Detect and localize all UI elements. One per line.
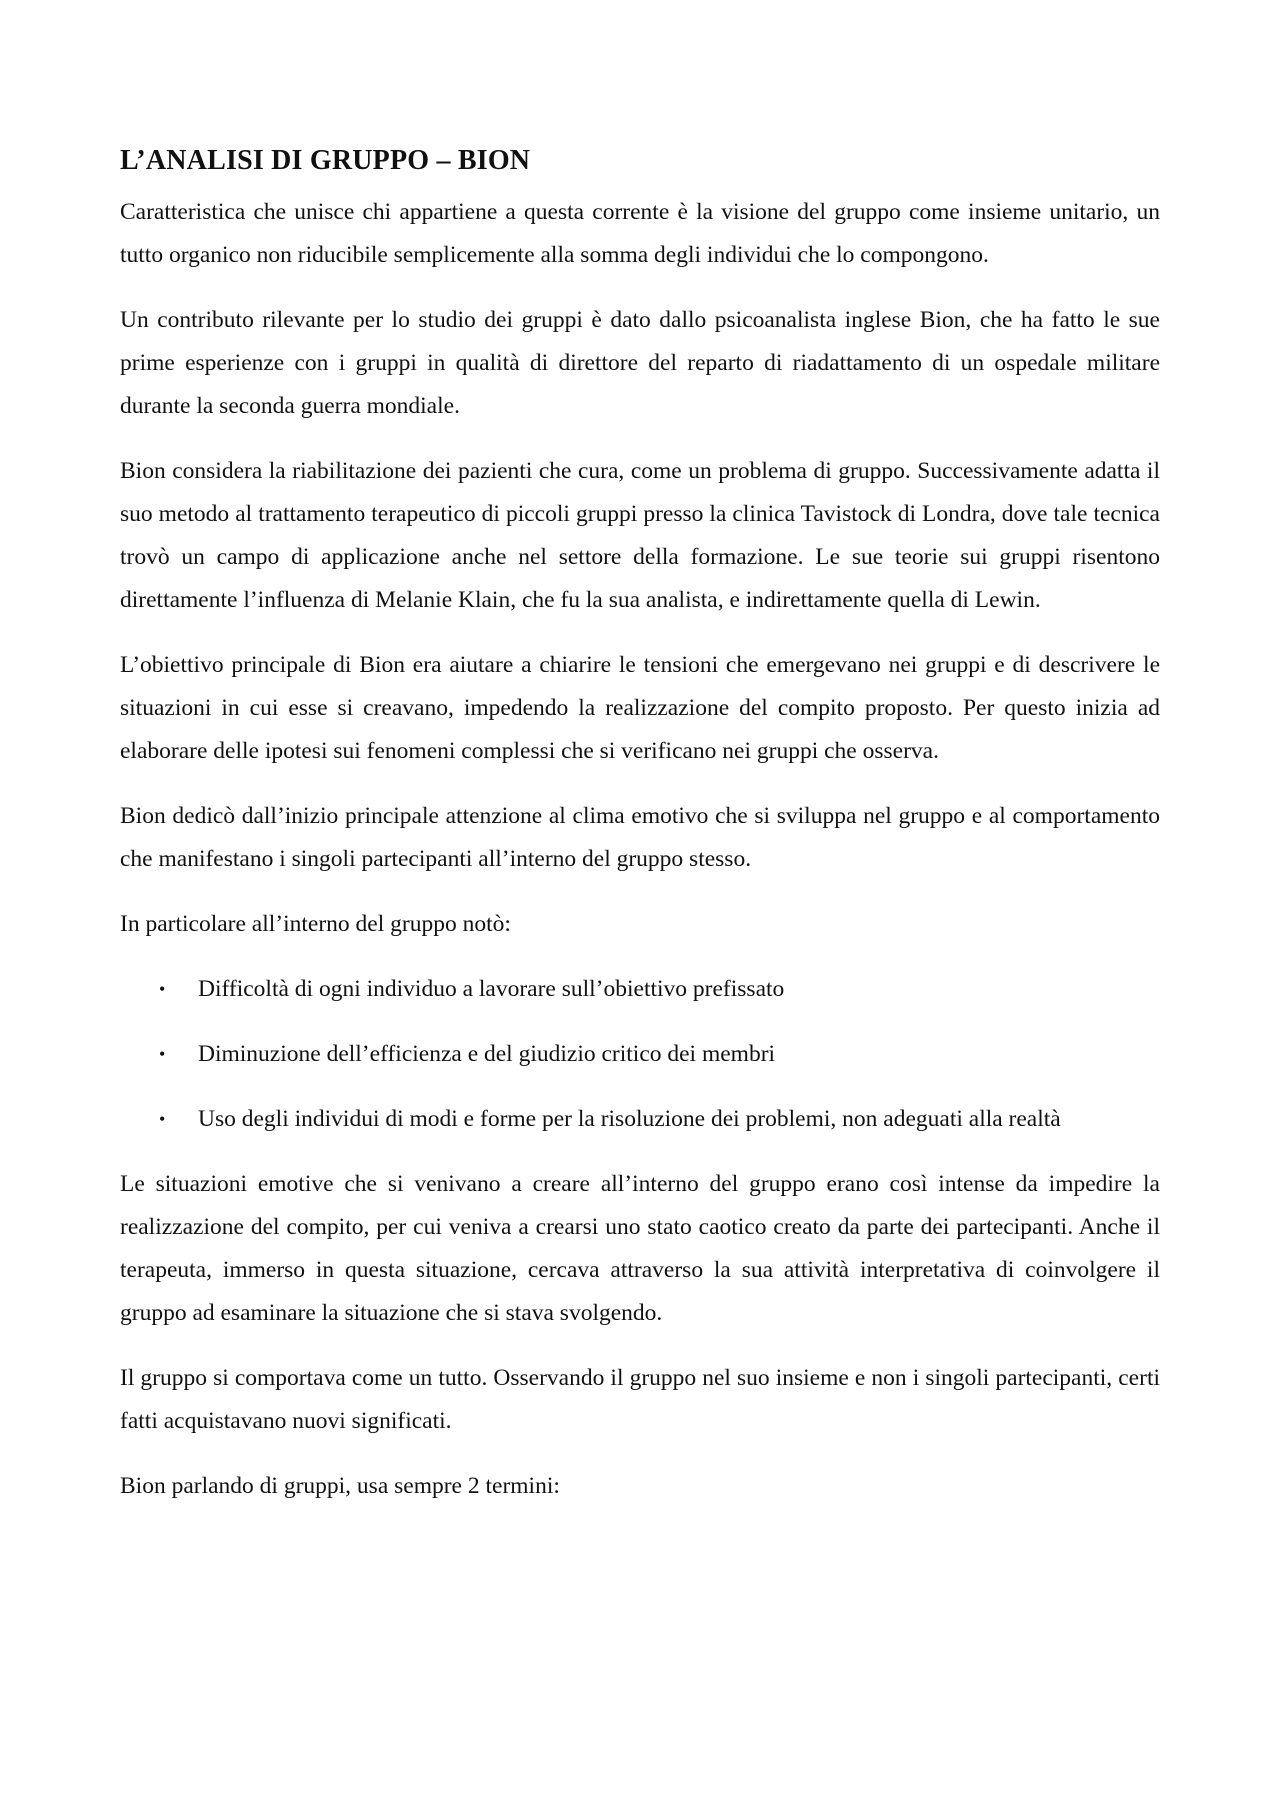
- paragraph: Bion dedicò dall’inizio principale attenzione al clima emotivo che si sviluppa nel gruppo e al comportamento che manifestano i singoli partecipanti all’interno del gruppo stesso.: [120, 803, 1160, 872]
- list-item-text: Difficoltà di ogni individuo a lavorare sull’obiettivo prefissato: [198, 976, 785, 1002]
- paragraph: Caratteristica che unisce chi appartiene a questa corrente è la visione del gruppo come insieme unitario, un tutto organico non riducibile semplicemente alla somma degli individui che lo compongono.: [120, 199, 1160, 268]
- paragraph: Bion considera la riabilitazione dei pazienti che cura, come un problema di gruppo. Successivamente adatta il suo metodo al trattamento terapeutico di piccoli gruppi presso la clinica Tavistock di Londra, dove tale tecnica trovò un campo di applicazione anche nel settore della formazione. Le sue teorie sui gruppi risentono direttamente l’influenza di Melanie Klain, che fu la sua analista, e indirettamente quella di Lewin.: [120, 458, 1160, 613]
- bullet-icon: •: [159, 1109, 166, 1129]
- list-item: [120, 968, 1160, 1011]
- paragraph: Il gruppo si comportava come un tutto. Osservando il gruppo nel suo insieme e non i singoli partecipanti, certi fatti acquistavano nuovi significati.: [120, 1365, 1160, 1434]
- document-page: [120, 143, 1160, 1530]
- paragraph: Bion parlando di gruppi, usa sempre 2 termini:: [120, 1473, 560, 1499]
- paragraph: Le situazioni emotive che si venivano a creare all’interno del gruppo erano così intense da impedire la realizzazione del compito, per cui veniva a crearsi uno stato caotico creato da parte dei partecipanti. Anche il terapeuta, immerso in questa situazione, cercava attraverso la sua attività interpretativa di coinvolgere il gruppo ad esaminare la situazione che si stava svolgendo.: [120, 1171, 1160, 1326]
- bullet-list: [120, 968, 1160, 1141]
- bullet-icon: •: [159, 1044, 166, 1064]
- list-item-text: Uso degli individui di modi e forme per la risoluzione dei problemi, non adeguati alla realtà: [198, 1106, 1061, 1132]
- bullet-icon: •: [159, 979, 166, 999]
- list-item-text: Diminuzione dell’efficienza e del giudizio critico dei membri: [198, 1041, 776, 1067]
- paragraph: In particolare all’interno del gruppo notò:: [120, 911, 511, 937]
- list-item: [120, 1098, 1160, 1141]
- paragraph: L’obiettivo principale di Bion era aiutare a chiarire le tensioni che emergevano nei gruppi e di descrivere le situazioni in cui esse si creavano, impedendo la realizzazione del compito proposto. Per questo inizia ad elaborare delle ipotesi sui fenomeni complessi che si verificano nei gruppi che osserva.: [120, 652, 1160, 764]
- list-item: [120, 1033, 1160, 1076]
- document-title: L’ANALISI DI GRUPPO – BION: [120, 145, 531, 176]
- paragraph: Un contributo rilevante per lo studio dei gruppi è dato dallo psicoanalista inglese Bion, che ha fatto le sue prime esperienze con i gruppi in qualità di direttore del reparto di riadattamento di un ospedale militare durante la seconda guerra mondiale.: [120, 307, 1160, 419]
